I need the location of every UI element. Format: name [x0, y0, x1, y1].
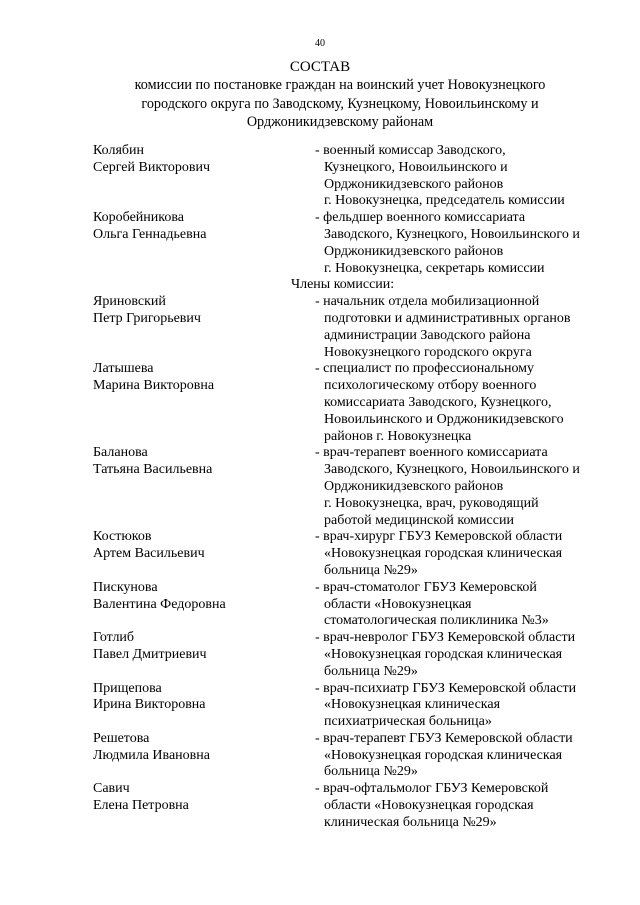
- member-name: [93, 731, 315, 781]
- member-duty: [315, 630, 613, 680]
- member-duty-line: - врач-хирург ГБУЗ Кемеровской области: [315, 529, 563, 545]
- member-name-line: Сергей Викторович: [93, 159, 211, 175]
- member-duty-line: - врач-терапевт ГБУЗ Кемеровской области: [315, 730, 573, 746]
- member-duty-line: области «Новокузнецкая: [324, 596, 472, 612]
- subtitle-line: городского округа по Заводскому, Кузнецкому, Новоильинскому и: [141, 95, 539, 112]
- member-name-line: Людмила Ивановна: [93, 747, 210, 763]
- member-duty-line: Орджоникидзевского районов: [324, 478, 504, 494]
- member-name-line: Пискунова: [93, 579, 158, 595]
- member-duty-line: комиссариата Заводского, Кузнецкого,: [324, 394, 552, 410]
- member-duty-line: Орджоникидзевского районов: [324, 243, 504, 259]
- member-entry: [93, 143, 613, 210]
- member-duty-line: работой медицинской комиссии: [324, 512, 514, 528]
- member-name-line: Павел Дмитриевич: [93, 646, 207, 662]
- member-duty-line: больница №29»: [324, 663, 418, 679]
- member-entry: [93, 580, 613, 630]
- member-duty-line: - врач-психиатр ГБУЗ Кемеровской области: [315, 680, 577, 696]
- member-name: [93, 143, 315, 210]
- member-duty: [315, 580, 613, 630]
- member-duty-line: г. Новокузнецка, председатель комиссии: [324, 193, 565, 209]
- member-duty-line: - фельдшер военного комиссариата: [315, 210, 526, 226]
- member-name: [93, 361, 315, 445]
- member-duty-line: подготовки и административных органов: [324, 310, 571, 326]
- member-name-line: Латышева: [93, 361, 154, 377]
- member-duty-line: «Новокузнецкая клиническая: [324, 697, 501, 713]
- commission-list: [93, 143, 613, 832]
- member-name: [93, 630, 315, 680]
- member-name-line: Прищепова: [93, 680, 162, 696]
- member-duty-line: - врач-стоматолог ГБУЗ Кемеровской: [315, 579, 537, 595]
- member-entry: [93, 630, 613, 680]
- member-name-line: Петр Григорьевич: [93, 310, 201, 326]
- member-duty-line: администрации Заводского района: [324, 327, 531, 343]
- member-duty-line: - врач-офтальмолог ГБУЗ Кемеровской: [315, 781, 549, 797]
- member-duty-line: - специалист по профессиональному: [315, 361, 535, 377]
- member-name-line: Коробейникова: [93, 210, 184, 226]
- member-duty: [315, 445, 613, 529]
- member-duty-line: психиатрическая больница»: [324, 714, 492, 730]
- member-duty-line: Орджоникидзевского районов: [324, 176, 504, 192]
- member-name-line: Елена Петровна: [93, 798, 189, 814]
- member-name-line: Савич: [93, 781, 130, 797]
- member-duty: [315, 731, 613, 781]
- member-duty-line: Новокузнецкого городского округа: [324, 344, 532, 360]
- member-duty-line: Новоильинского и Орджоникидзевского: [324, 411, 564, 427]
- member-duty-line: г. Новокузнецка, врач, руководящий: [324, 495, 539, 511]
- member-name: [93, 210, 315, 277]
- member-name-line: Баланова: [93, 445, 148, 461]
- member-duty-line: «Новокузнецкая городская клиническая: [324, 646, 563, 662]
- member-duty-line: районов г. Новокузнецка: [324, 428, 472, 444]
- member-duty-line: - начальник отдела мобилизационной: [315, 294, 540, 310]
- member-name-line: Колябин: [93, 143, 144, 158]
- member-name: [93, 529, 315, 579]
- member-name-line: Татьяна Васильевна: [93, 462, 213, 478]
- member-duty-line: психологическому отбору военного: [324, 378, 537, 394]
- member-name-line: Марина Викторовна: [93, 378, 215, 394]
- member-duty-line: больница №29»: [324, 562, 418, 578]
- member-entry: [93, 210, 613, 277]
- member-duty-line: - врач-невролог ГБУЗ Кемеровской области: [315, 630, 576, 646]
- member-duty-line: г. Новокузнецка, секретарь комиссии: [324, 260, 545, 276]
- member-name-line: Ирина Викторовна: [93, 697, 206, 713]
- member-duty-line: - военный комиссар Заводского,: [315, 143, 506, 158]
- member-entry: [93, 681, 613, 731]
- subtitle-line: Орджоникидзевскому районам: [246, 114, 434, 130]
- member-entry: [93, 445, 613, 529]
- member-entry: [93, 731, 613, 781]
- member-entry: [93, 361, 613, 445]
- members-header: Члены комиссии:: [291, 277, 395, 293]
- member-duty: [315, 143, 613, 210]
- member-name: [93, 294, 315, 361]
- member-name-line: Яриновский: [93, 294, 166, 310]
- member-duty-line: - врач-терапевт военного комиссариата: [315, 445, 548, 461]
- member-entry: [93, 781, 613, 831]
- member-name-line: Костюков: [93, 529, 152, 545]
- member-name: [93, 445, 315, 529]
- member-name-line: Готлиб: [93, 630, 135, 646]
- member-name-line: Валентина Федоровна: [93, 596, 226, 612]
- member-entry: [93, 529, 613, 579]
- member-duty: [315, 781, 613, 831]
- subtitle-line: комиссии по постановке граждан на воинский учет Новокузнецкого: [134, 77, 546, 93]
- member-name: [93, 781, 315, 831]
- member-duty: [315, 529, 613, 579]
- member-name-line: Ольга Геннадьевна: [93, 226, 207, 242]
- member-duty-line: «Новокузнецкая городская клиническая: [324, 546, 563, 562]
- member-duty-line: больница №29»: [324, 764, 418, 780]
- member-duty-line: Заводского, Кузнецкого, Новоильинского и: [324, 226, 580, 242]
- member-name-line: Артем Васильевич: [93, 546, 205, 562]
- member-duty: [315, 681, 613, 731]
- member-duty-line: Заводского, Кузнецкого, Новоильинского и: [324, 462, 580, 478]
- member-name: [93, 681, 315, 731]
- member-duty-line: клиническая больница №29»: [324, 814, 497, 830]
- member-duty: [315, 294, 613, 361]
- member-duty-line: «Новокузнецкая городская клиническая: [324, 747, 563, 763]
- member-entry: [93, 294, 613, 361]
- member-duty-line: стоматологическая поликлиника №3»: [324, 613, 549, 629]
- member-duty: [315, 361, 613, 445]
- page-number: 40: [315, 38, 325, 49]
- document-title: СОСТАВ: [289, 59, 351, 75]
- member-name: [93, 580, 315, 630]
- document-subtitle: [110, 76, 570, 132]
- member-duty-line: области «Новокузнецкая городская: [324, 798, 534, 814]
- member-duty-line: Кузнецкого, Новоильинского и: [324, 159, 508, 175]
- member-duty: [315, 210, 613, 277]
- member-name-line: Решетова: [93, 730, 150, 746]
